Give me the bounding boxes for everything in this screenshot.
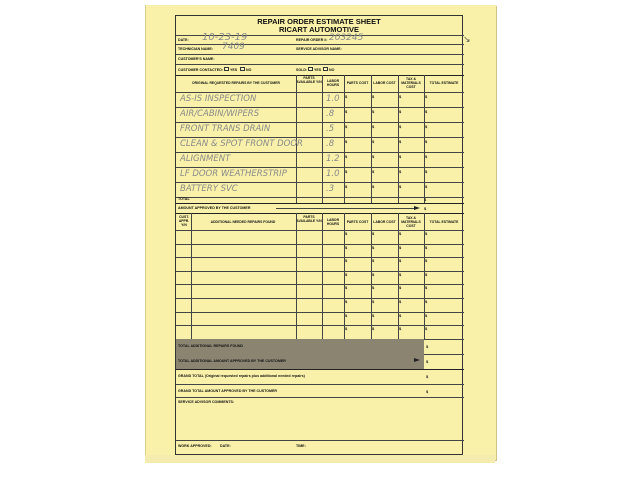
dollar-sign: $ bbox=[345, 109, 348, 114]
t2-col-tax: TAX & MATERIALS COST bbox=[401, 216, 421, 228]
dollar-sign: $ bbox=[399, 285, 402, 291]
arrow-icon bbox=[414, 206, 420, 210]
dollar-sign: $ bbox=[425, 94, 428, 99]
dollar-sign: $ bbox=[425, 326, 428, 332]
t2-total-found-label: TOTAL ADDITIONAL REPAIRS FOUND bbox=[178, 344, 244, 348]
t1-row-divider bbox=[176, 167, 464, 168]
requested-repair-text: CLEAN & SPOT FRONT DOOR bbox=[180, 139, 303, 149]
t1-row-divider bbox=[176, 152, 464, 153]
dollar-sign: $ bbox=[425, 139, 428, 144]
dollar-sign: $ bbox=[399, 139, 402, 144]
t2-column-divider bbox=[191, 213, 192, 339]
dollar-sign: $ bbox=[425, 154, 428, 159]
t2-row-divider bbox=[176, 284, 464, 285]
t1-col-labor-cost: LABOR COST bbox=[373, 81, 396, 85]
t2-column-divider bbox=[322, 213, 323, 339]
dollar-sign: $ bbox=[345, 244, 348, 250]
dollar-sign: $ bbox=[399, 244, 402, 250]
technician-value: 7409 bbox=[222, 42, 245, 52]
t2-total-approved-dollar: $ bbox=[426, 359, 429, 364]
t1-row-divider bbox=[176, 122, 464, 123]
t1-col-labor-hours: LABOR HOURS bbox=[326, 79, 340, 87]
t1-approved-dollar: $ bbox=[424, 206, 427, 211]
work-time-label: TIME: bbox=[296, 444, 306, 448]
t1-total-label: TOTAL bbox=[178, 197, 190, 201]
requested-repair-text: FRONT TRANS DRAIN bbox=[180, 124, 271, 134]
work-approved-label: WORK APPROVED: bbox=[178, 444, 212, 448]
t2-row-divider bbox=[176, 325, 464, 326]
dollar-sign: $ bbox=[372, 139, 375, 144]
dollar-sign: $ bbox=[425, 231, 428, 236]
labor-hours-value: 1.0 bbox=[326, 169, 340, 179]
t1-col-repairs: ORIGINAL REQUESTED REPAIRS BY THE CUSTOMER bbox=[192, 81, 280, 85]
dollar-sign: $ bbox=[372, 184, 375, 189]
t2-col-labor-cost: LABOR COST bbox=[373, 220, 396, 224]
dollar-sign: $ bbox=[425, 124, 428, 129]
dollar-sign: $ bbox=[345, 124, 348, 129]
dollar-sign: $ bbox=[345, 154, 348, 159]
dollar-sign: $ bbox=[399, 184, 402, 189]
t1-row-divider bbox=[176, 107, 464, 108]
requested-repair-text: LF DOOR WEATHERSTRIP bbox=[180, 169, 287, 179]
grand-total-dollar: $ bbox=[426, 374, 429, 379]
dollar-sign: $ bbox=[372, 124, 375, 129]
grand-total-approved-label: GRAND TOTAL AMOUNT APPROVED BY THE CUSTOMER bbox=[178, 389, 278, 393]
dollar-sign: $ bbox=[372, 326, 375, 332]
t2-row-divider bbox=[176, 312, 464, 313]
pen-mark: ↘ bbox=[463, 34, 471, 44]
grand-total-approved-dollar: $ bbox=[426, 389, 429, 394]
dollar-sign: $ bbox=[399, 312, 402, 318]
labor-hours-value: .8 bbox=[326, 139, 335, 149]
date-value: 10-23-19 bbox=[202, 32, 248, 43]
contacted-yes-checkbox[interactable] bbox=[224, 67, 229, 71]
estimate-form bbox=[175, 15, 463, 455]
t2-row-divider bbox=[176, 298, 464, 299]
customer-contacted-label: CUSTOMER CONTACTED: bbox=[178, 68, 223, 72]
labor-hours-value: .3 bbox=[326, 184, 335, 194]
form-subtitle: RICART AUTOMOTIVE bbox=[279, 25, 359, 34]
dollar-sign: $ bbox=[345, 169, 348, 174]
dollar-sign: $ bbox=[372, 299, 375, 304]
t2-column-divider bbox=[296, 213, 297, 339]
sold-yes-label: YES bbox=[314, 68, 322, 72]
dollar-sign: $ bbox=[345, 312, 348, 318]
dollar-sign: $ bbox=[372, 285, 375, 291]
t1-column-divider bbox=[322, 75, 323, 203]
t1-col-parts-cost: PARTS COST bbox=[346, 81, 369, 85]
sold-yes-checkbox[interactable] bbox=[308, 67, 313, 71]
contacted-no-checkbox[interactable] bbox=[240, 67, 245, 71]
labor-hours-value: 1.2 bbox=[326, 154, 340, 164]
dollar-sign: $ bbox=[345, 271, 348, 277]
work-date-label: DATE: bbox=[220, 444, 231, 448]
dollar-sign: $ bbox=[399, 231, 402, 236]
dollar-sign: $ bbox=[425, 299, 428, 304]
contacted-yes-label: YES bbox=[230, 68, 238, 72]
dollar-sign: $ bbox=[372, 154, 375, 159]
dollar-sign: $ bbox=[345, 299, 348, 304]
labor-hours-value: .5 bbox=[326, 124, 335, 134]
t2-col-parts-avail: PARTS AVAILABLE Y/N bbox=[296, 215, 322, 223]
service-advisor-label: SERVICE ADVISOR NAME: bbox=[296, 47, 342, 51]
dollar-sign: $ bbox=[345, 258, 348, 264]
dollar-sign: $ bbox=[372, 169, 375, 174]
grand-total-label: GRAND TOTAL (Original requested repairs plus additional needed repairs) bbox=[178, 374, 305, 378]
dollar-sign: $ bbox=[372, 271, 375, 277]
t1-row-divider bbox=[176, 197, 464, 198]
dollar-sign: $ bbox=[425, 184, 428, 189]
dollar-sign: $ bbox=[425, 169, 428, 174]
sold-no-checkbox[interactable] bbox=[323, 67, 328, 71]
dollar-sign: $ bbox=[399, 94, 402, 99]
customer-name-label: CUSTOMER'S NAME: bbox=[178, 57, 215, 61]
labor-hours-value: .8 bbox=[326, 109, 335, 119]
dollar-sign: $ bbox=[345, 285, 348, 291]
t2-col-repairs: ADDITIONAL NEEDED REPAIRS FOUND bbox=[210, 220, 276, 224]
dollar-sign: $ bbox=[345, 184, 348, 189]
dollar-sign: $ bbox=[372, 94, 375, 99]
repair-order-value: 203245 bbox=[329, 33, 364, 43]
arrow-icon bbox=[414, 358, 420, 362]
dollar-sign: $ bbox=[425, 285, 428, 291]
dollar-sign: $ bbox=[425, 271, 428, 277]
t1-approved-label: AMOUNT APPROVED BY THE CUSTOMER bbox=[178, 206, 251, 210]
dollar-sign: $ bbox=[399, 169, 402, 174]
dollar-sign: $ bbox=[425, 258, 428, 264]
dollar-sign: $ bbox=[372, 109, 375, 114]
sold-label: SOLD: bbox=[296, 68, 308, 72]
dollar-sign: $ bbox=[399, 299, 402, 304]
requested-repair-text: ALIGNMENT bbox=[180, 154, 231, 164]
dollar-sign: $ bbox=[372, 312, 375, 318]
t2-total-approved-label: TOTAL ADDITIONAL AMOUNT APPROVED BY THE CUSTOMER bbox=[178, 359, 286, 363]
dollar-sign: $ bbox=[425, 244, 428, 250]
dollar-sign: $ bbox=[399, 154, 402, 159]
dollar-sign: $ bbox=[345, 326, 348, 332]
dollar-sign: $ bbox=[399, 271, 402, 277]
dollar-sign: $ bbox=[345, 139, 348, 144]
comments-label: SERVICE ADVISOR COMMENTS: bbox=[178, 400, 235, 404]
labor-hours-value: 1.0 bbox=[326, 94, 340, 104]
t2-row-divider bbox=[176, 244, 464, 245]
dollar-sign: $ bbox=[425, 109, 428, 114]
t2-row-divider bbox=[176, 271, 464, 272]
t1-row-divider bbox=[176, 182, 464, 183]
requested-repair-text: AS-IS INSPECTION bbox=[180, 94, 257, 104]
contacted-no-label: NO bbox=[246, 68, 252, 72]
dollar-sign: $ bbox=[399, 326, 402, 332]
date-label: DATE: bbox=[178, 38, 189, 42]
t1-col-parts-avail: PARTS AVAILABLE Y/N bbox=[296, 76, 322, 84]
t2-row-divider bbox=[176, 257, 464, 258]
sold-no-label: NO bbox=[329, 68, 335, 72]
dollar-sign: $ bbox=[372, 258, 375, 264]
dollar-sign: $ bbox=[372, 231, 375, 236]
dollar-sign: $ bbox=[425, 312, 428, 318]
dollar-sign: $ bbox=[399, 258, 402, 264]
dollar-sign: $ bbox=[399, 109, 402, 114]
t2-col-cust-appr: CUST. APPR. Y/N bbox=[178, 215, 190, 227]
dollar-sign: $ bbox=[399, 124, 402, 129]
t1-total-dollar: $ bbox=[424, 197, 427, 202]
t1-row-divider bbox=[176, 137, 464, 138]
dollar-sign: $ bbox=[345, 231, 348, 236]
t2-total-found-dollar: $ bbox=[426, 344, 429, 349]
t1-col-tax: TAX & MATERIALS COST bbox=[401, 77, 421, 89]
requested-repair-text: BATTERY SVC bbox=[180, 184, 238, 194]
form-title: REPAIR ORDER ESTIMATE SHEET bbox=[257, 17, 381, 26]
dollar-sign: $ bbox=[372, 244, 375, 250]
t2-col-labor-hours: LABOR HOURS bbox=[326, 218, 340, 226]
requested-repair-text: AIR/CABIN/WIPERS bbox=[180, 109, 260, 119]
t1-col-total: TOTAL ESTIMATE bbox=[429, 81, 459, 85]
technician-label: TECHNICIAN NAME: bbox=[178, 47, 213, 51]
t2-col-parts-cost: PARTS COST bbox=[346, 220, 369, 224]
t2-col-total: TOTAL ESTIMATE bbox=[429, 220, 459, 224]
repair-order-label: REPAIR ORDER #: bbox=[296, 38, 328, 42]
dollar-sign: $ bbox=[345, 94, 348, 99]
paper-edge bbox=[145, 455, 495, 463]
